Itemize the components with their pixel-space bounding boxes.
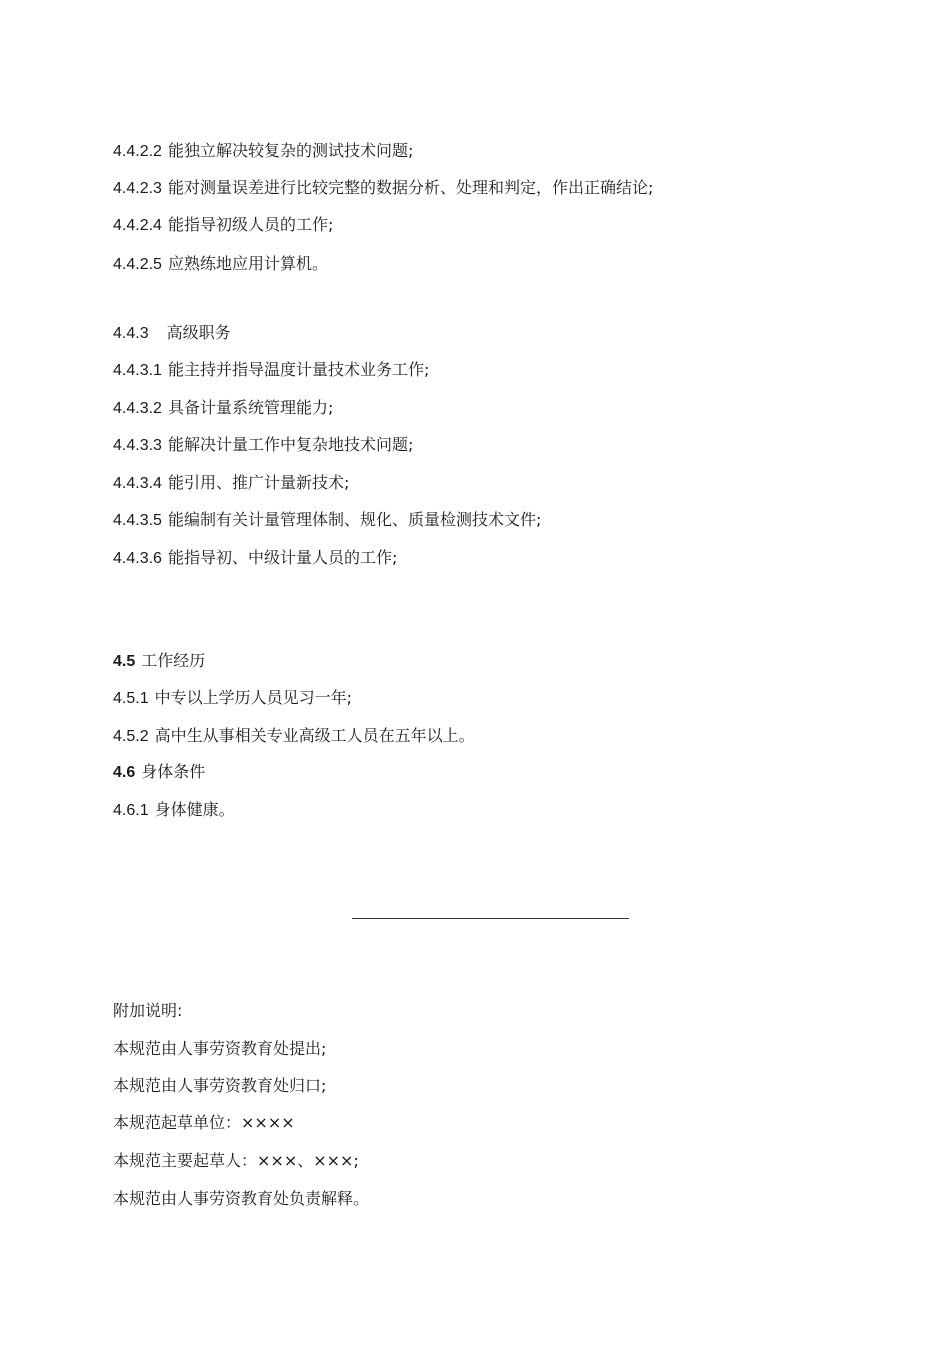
clause-text: 能主持并指导温度计量技术业务工作;: [167, 360, 430, 379]
section-heading-4-5: [113, 651, 205, 672]
clause-4-4-3-4: [113, 473, 349, 494]
clause-text: 中专以上学历人员见习一年;: [154, 688, 352, 707]
clause-text: 能指导初级人员的工作;: [167, 215, 334, 234]
clause-text: 能指导初、中级计量人员的工作;: [167, 548, 398, 567]
clause-4-4-2-2: [113, 141, 413, 162]
clause-4-5-1: [113, 688, 352, 709]
notes-line: 本规范由人事劳资教育处提出;: [113, 1039, 327, 1058]
end-divider: [352, 918, 629, 919]
clause-4-4-2-3: [113, 178, 653, 199]
clause-number: 4.4.3.2: [113, 400, 162, 417]
clause-4-5-2: [113, 726, 475, 747]
clause-number: 4.4.3.5: [113, 512, 162, 529]
section-number: 4.6: [113, 764, 136, 781]
section-title: 身体条件: [141, 762, 206, 781]
section-number: 4.4.3: [113, 325, 149, 342]
clause-text: 具备计量系统管理能力;: [167, 398, 334, 417]
clause-text: 能解决计量工作中复杂地技术问题;: [167, 435, 414, 454]
clause-number: 4.4.2.2: [113, 143, 162, 160]
clause-number: 4.4.3.4: [113, 475, 162, 492]
clause-4-4-3-3: [113, 435, 413, 456]
clause-number: 4.4.2.3: [113, 180, 162, 197]
clause-4-4-2-5: [113, 254, 328, 275]
notes-line: 本规范主要起草人：×××、×××;: [113, 1151, 359, 1170]
notes-line: 本规范由人事劳资教育处归口;: [113, 1076, 327, 1095]
clause-4-4-3-6: [113, 548, 397, 569]
clause-text: 应熟练地应用计算机。: [167, 254, 328, 273]
clause-number: 4.5.1: [113, 690, 149, 707]
notes-line: 本规范由人事劳资教育处负责解释。: [113, 1189, 370, 1208]
clause-4-4-3-5: [113, 510, 541, 531]
section-title: 工作经历: [141, 651, 206, 670]
section-heading-4-4-3: [113, 323, 231, 344]
clause-4-4-3-2: [113, 398, 333, 419]
section-heading-4-6: [113, 762, 205, 783]
section-number: 4.5: [113, 653, 136, 670]
clause-number: 4.4.3.6: [113, 550, 162, 567]
clause-4-4-2-4: [113, 215, 333, 236]
notes-line: 本规范起草单位：××××: [113, 1113, 295, 1132]
clause-number: 4.4.3.3: [113, 437, 162, 454]
notes-heading: 附加说明:: [113, 1001, 183, 1020]
clause-number: 4.4.2.5: [113, 256, 162, 273]
clause-number: 4.5.2: [113, 728, 149, 745]
clause-text: 身体健康。: [154, 800, 235, 819]
section-title: 高级职务: [166, 323, 231, 342]
clause-number: 4.6.1: [113, 802, 149, 819]
clause-number: 4.4.3.1: [113, 362, 162, 379]
clause-text: 能引用、推广计量新技术;: [167, 473, 350, 492]
clause-4-6-1: [113, 800, 235, 821]
clause-text: 能对测量误差进行比较完整的数据分析、处理和判定，作出正确结论;: [167, 178, 654, 197]
clause-text: 能编制有关计量管理体制、规化、质量检测技术文件;: [167, 510, 542, 529]
clause-number: 4.4.2.4: [113, 217, 162, 234]
clause-text: 能独立解决较复杂的测试技术问题;: [167, 141, 414, 160]
clause-text: 高中生从事相关专业高级工人员在五年以上。: [154, 726, 475, 745]
clause-4-4-3-1: [113, 360, 429, 381]
